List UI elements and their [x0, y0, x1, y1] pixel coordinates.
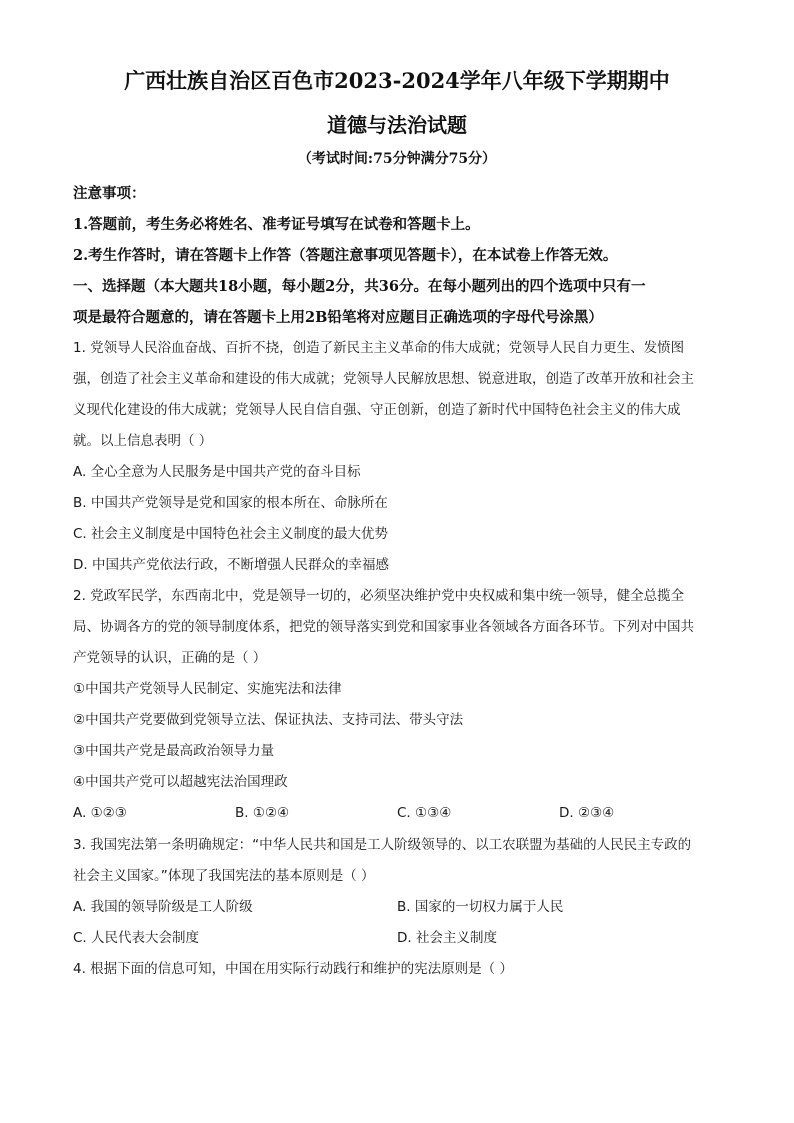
section-instruction-line-2: 项是最符合题意的，请在答题卡上用2B铅笔将对应题目正确选项的字母代号涂黑） [73, 309, 603, 326]
options-row [73, 798, 723, 829]
question-text-line: 义现代化建设的伟大成就；党领导人民自信自强、守正创新，创造了新时代中国特色社会主义的伟大成 [73, 402, 681, 418]
option-d: D. 中国共产党依法行政，不断增强人民群众的幸福感 [73, 557, 389, 573]
option-a: A. 我国的领导阶级是工人阶级 [73, 899, 253, 915]
exam-notes [73, 178, 723, 333]
exam-subject: 道德与法治试题 [327, 113, 467, 137]
question-text-line: 1. 党领导人民浴血奋战、百折不挠，创造了新民主主义革命的伟大成就；党领导人民自力更生、发愤图 [73, 340, 685, 356]
section-instruction-line-1: 一、选择题（本大题共18小题，每小题2分，共36分。在每小题列出的四个选项中只有一 [73, 278, 646, 295]
question-3 [73, 830, 723, 954]
question-1 [73, 333, 723, 581]
question-text-line: 4. 根据下面的信息可知，中国在用实际行动践行和维护的宪法原则是（ ） [73, 961, 513, 977]
exam-info: （考试时间:75分钟满分75分） [297, 151, 497, 167]
question-text-line: 强，创造了社会主义革命和建设的伟大成就；党领导人民解放思想、锐意进取，创造了改革开放和社会主 [73, 371, 694, 387]
option-a: A. ①②③ [73, 805, 127, 821]
option-c: C. 人民代表大会制度 [73, 930, 200, 946]
statement-4: ④中国共产党可以超越宪法治国理政 [73, 774, 288, 790]
question-text-line: 就。以上信息表明（ ） [73, 433, 213, 449]
question-text-line: 局、协调各方的党的领导制度体系，把党的领导落实到党和国家事业各领域各方面各环节。下列对中国共 [73, 619, 694, 635]
option-b: B. 中国共产党领导是党和国家的根本所在、命脉所在 [73, 495, 388, 511]
option-b: B. ①②④ [235, 805, 290, 821]
question-2 [73, 581, 723, 829]
statement-3: ③中国共产党是最高政治领导力量 [73, 743, 275, 759]
option-c: C. 社会主义制度是中国特色社会主义制度的最大优势 [73, 526, 389, 542]
notes-item-1: 1.答题前，考生务必将姓名、准考证号填写在试卷和答题卡上。 [73, 216, 480, 233]
question-text-line: 3. 我国宪法第一条明确规定：“中华人民共和国是工人阶级领导的、以工农联盟为基础的人民民主专政的 [73, 837, 692, 853]
options-row [73, 923, 723, 954]
notes-item-2: 2.考生作答时，请在答题卡上作答（答题注意事项见答题卡），在本试卷上作答无效。 [73, 247, 618, 264]
option-c: C. ①③④ [397, 805, 452, 821]
exam-title: 广西壮族自治区百色市2023-2024学年八年级下学期期中 [124, 68, 670, 93]
options-row [73, 892, 723, 923]
statement-2: ②中国共产党要做到党领导立法、保证执法、支持司法、带头守法 [73, 712, 464, 728]
option-a: A. 全心全意为人民服务是中国共产党的奋斗目标 [73, 464, 361, 480]
question-4 [73, 954, 723, 985]
option-d: D. 社会主义制度 [397, 930, 497, 946]
notes-heading: 注意事项： [73, 185, 146, 202]
statement-1: ①中国共产党领导人民制定、实施宪法和法律 [73, 681, 342, 697]
question-text-line: 2. 党政军民学，东西南北中，党是领导一切的，必须坚决维护党中央权威和集中统一领导，健全总揽全 [73, 588, 685, 604]
option-d: D. ②③④ [559, 805, 615, 821]
question-text-line: 产党领导的认识，正确的是（ ） [73, 650, 267, 666]
question-text-line: 社会主义国家。”体现了我国宪法的基本原则是（ ） [73, 868, 375, 884]
option-b: B. 国家的一切权力属于人民 [397, 899, 564, 915]
